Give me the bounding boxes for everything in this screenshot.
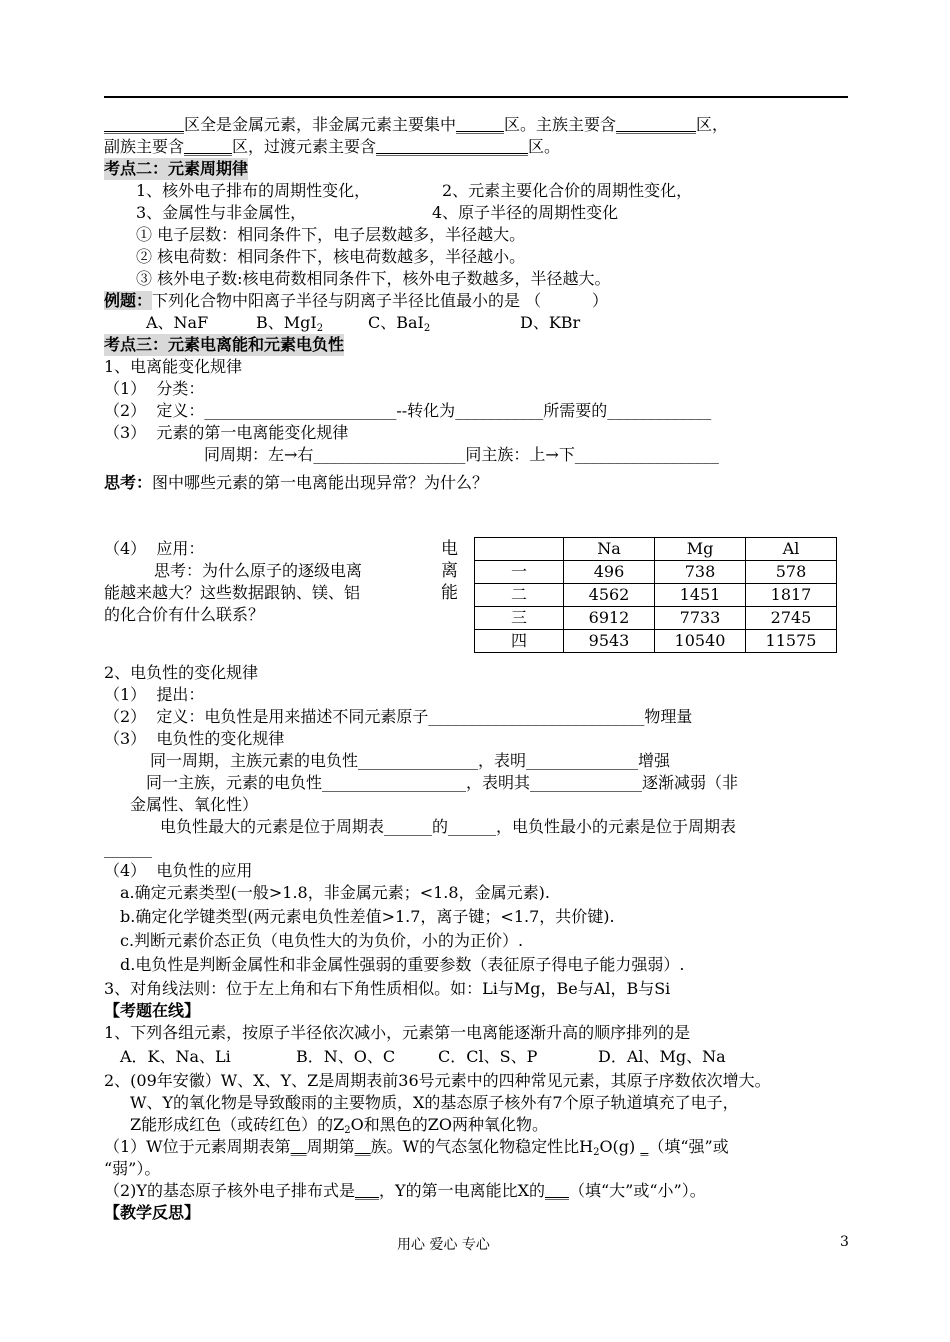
question: （2)Y的基态原子核外电子排布式是___，Y的第一电离能比X的___（填“大”或“小”）。: [104, 1181, 706, 1200]
section-heading: 考点三：元素电离能和元素电负性: [104, 335, 345, 354]
blank: ___________________: [376, 137, 529, 156]
list-item: 1、核外电子排布的周期性变化，: [136, 181, 371, 200]
option-d: D、KBr: [520, 313, 581, 332]
option-d: D．Al、Mg、Na: [598, 1047, 726, 1066]
paragraph: （4） 应用：: [104, 539, 205, 558]
paragraph: （3） 电负性的变化规律: [104, 729, 285, 748]
question: W、Y的氧化物是导致酸雨的主要物质，X的基态原子核外有7个原子轨道填充了电子，: [130, 1093, 739, 1112]
paragraph: 的化合价有什么联系？: [104, 605, 265, 624]
paragraph: 1、电离能变化规律: [104, 357, 243, 376]
intro-line-2: 副族主要含______区，过渡元素主要含___________________区。: [104, 137, 561, 156]
page-number: 3: [840, 1234, 849, 1250]
section-heading: 【教学反思】: [104, 1203, 201, 1222]
table-label: 电 离 能: [441, 539, 458, 603]
paragraph: （1） 分类：: [104, 379, 205, 398]
header-rule: [104, 96, 848, 98]
question: “弱”）。: [104, 1159, 161, 1178]
ionization-table: [474, 537, 837, 653]
list-item: ② 核电荷数：相同条件下，核电荷数越多，半径越小。: [136, 247, 526, 266]
blank: __________: [616, 115, 697, 134]
paragraph: 同一主族，元素的电负性__________________，表明其______________逐渐减弱（非: [146, 773, 739, 792]
list-item: 4、原子半径的周期性变化: [432, 203, 619, 222]
list-item: ① 电子层数：相同条件下，电子层数越多，半径越大。: [136, 225, 526, 244]
table-header-row: Na Mg Al: [475, 538, 837, 561]
option-b: B．N、O、C: [296, 1047, 396, 1066]
table-row: 四 9543 10540 11575: [475, 630, 837, 653]
option-b: B、MgI$_2$: [256, 313, 324, 334]
option-c: C．Cl、S、P: [438, 1047, 538, 1066]
paragraph: （1） 提出：: [104, 685, 205, 704]
section-heading: 【考题在线】: [104, 1001, 201, 1020]
list-item: 2、元素主要化合价的周期性变化，: [442, 181, 693, 200]
paragraph: （4） 电负性的应用: [104, 861, 253, 880]
list-item: 3、金属性与非金属性，: [136, 203, 307, 222]
list-item: d.电负性是判断金属性和非金属性强弱的重要参数（表征原子得电子能力强弱）.: [120, 955, 685, 974]
list-item: a.确定元素类型(一般>1.8，非金属元素；<1.8，金属元素).: [120, 883, 550, 902]
table-row: 二 4562 1451 1817: [475, 584, 837, 607]
blank: ______: [456, 115, 505, 134]
paragraph: （3） 元素的第一电离能变化规律: [104, 423, 349, 442]
list-item: b.确定化学键类型(两元素电负性差值>1.7，离子键；<1.7，共价键).: [120, 907, 615, 926]
paragraph: 2、电负性的变化规律: [104, 663, 259, 682]
section-heading: 考点二：元素周期律: [104, 159, 249, 178]
example: 例题：下列化合物中阳离子半径与阴离子半径比值最小的是 （ ）: [104, 291, 608, 310]
question: 2、(09年安徽）W、X、Y、Z是周期表前36号元素中的四种常见元素，其原子序数依次增大。: [104, 1071, 771, 1090]
table-row: 三 6912 7733 2745: [475, 607, 837, 630]
paragraph: 同一周期，主族元素的电负性_______________，表明______________增强: [150, 751, 671, 770]
list-item: c.判断元素价态正负（电负性大的为负价，小的为正价）.: [120, 931, 524, 950]
table-row: 一 496 738 578: [475, 561, 837, 584]
question: （1）W位于元素周期表第__周期第__族。W的气态氢化物稳定性比$H_2O(g)$ _（填“强”或: [104, 1137, 729, 1158]
paragraph: 电负性最大的元素是位于周期表______的______，电负性最小的元素是位于周期表: [160, 817, 737, 836]
option-a: A．K、Na、Li: [120, 1047, 231, 1066]
think-prompt: 思考：图中哪些元素的第一电离能出现异常？为什么？: [104, 473, 489, 492]
question: 1、下列各组元素，按原子半径依次减小，元素第一电离能逐渐升高的顺序排列的是: [104, 1023, 691, 1042]
paragraph: （2） 定义：电负性是用来描述不同元素原子___________________________物理量: [104, 707, 693, 726]
paragraph: 3、对角线法则：位于左上角和右下角性质相似。如：Li与Mg，Be与Al，B与Si: [104, 979, 671, 998]
list-item: ③ 核外电子数:核电荷数相同条件下，核外电子数越多，半径越大。: [136, 269, 611, 288]
paragraph: 金属性、氧化性）: [130, 795, 259, 814]
option-a: A、NaF: [146, 313, 209, 332]
paragraph: 能越来越大？这些数据跟钠、镁、铝: [104, 583, 361, 602]
blank: ______: [184, 137, 233, 156]
option-c: C、BaI$_2$: [368, 313, 431, 334]
footer-motto: 用心 爱心 专心: [397, 1237, 490, 1253]
paragraph: （2） 定义：________________________--转化为___________所需要的_____________: [104, 401, 712, 420]
paragraph: ______: [104, 839, 152, 858]
paragraph: 同周期：左→右___________________同主族：上→下__________________: [204, 445, 719, 464]
paragraph: 思考：为什么原子的逐级电离: [154, 561, 363, 580]
intro-line-1: __________区全是金属元素，非金属元素主要集中______区。主族主要含__________区，: [104, 115, 729, 134]
blank: __________: [104, 115, 184, 134]
question: Z能形成红色（或砖红色）的$Z_2O$和黑色的ZO两种氧化物。: [130, 1115, 548, 1136]
